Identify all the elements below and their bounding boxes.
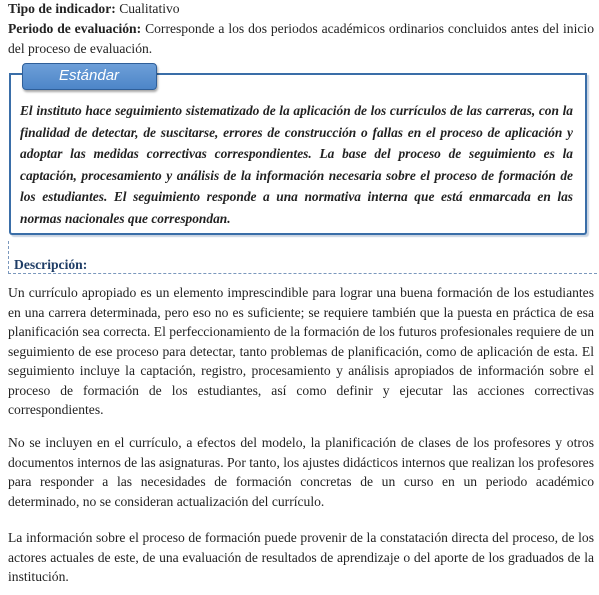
indicator-type-line [8, 0, 594, 19]
description-paragraph-3: La información sobre el proceso de formación puede provenir de la constatación directa del proceso, de los actores actuales de este, de una evaluación de resultados de aprendizaje o del aporte de los graduados de la institución. [8, 530, 594, 584]
standard-box-top-border-left [9, 73, 23, 75]
description-header [8, 241, 597, 274]
description-title: Descripción: [14, 257, 88, 272]
evaluation-period-line [8, 19, 594, 58]
description-paragraph-2: No se incluyen en el currículo, a efectos del modelo, la planificación de clases de los profesores y otros documentos internos de las asignaturas. Por tanto, los ajustes didácticos internos que realizan los profesores para responder a las necesidades de formación concretas de un curso en un periodo académico determinado, no se consideran actualización del currículo. [8, 435, 594, 509]
standard-box-top-border-right [155, 73, 587, 75]
standard-tab [22, 63, 157, 90]
evaluation-period-label: Periodo de evaluación: [8, 21, 142, 36]
standard-text: El instituto hace seguimiento sistematizado de la aplicación de los currículos de las carreras, con la finalidad de detectar, de suscitarse, errores de construcción o fallas en el proceso de aplicación y adoptar las medidas correctivas correspondientes. La base del proceso de seguimiento es la captación, procesamiento y análisis de la información necesaria sobre el proceso de formación de los estudiantes. El seguimiento responde a una normativa interna que está enmarcada en las normas nacionales que correspondan. [20, 103, 573, 226]
standard-tab-label: Estándar [59, 67, 120, 84]
indicator-type-value: Cualitativo [119, 1, 180, 16]
indicator-type-label: Tipo de indicador: [8, 1, 116, 16]
description-paragraph-1: Un currículo apropiado es un elemento imprescindible para lograr una buena formación de los estudiantes en una carrera determinada, pero eso no es suficiente; se requiere también que la puesta en práctica de esa planificación sea correcta. El perfeccionamiento de la formación de los futuros profesionales requiere de un seguimiento de ese proceso para detectar, tanto problemas de planificación, como de aplicación de esta. El seguimiento incluye la captación, registro, procesamiento y análisis apropiados de información sobre el proceso de formación de los estudiantes, así como definir y ejecutar las acciones correctivas correspondientes. [8, 285, 594, 417]
evaluation-period-value: Corresponde a los dos periodos académicos ordinarios concluidos antes del inicio del proceso de evaluación. [8, 21, 594, 56]
